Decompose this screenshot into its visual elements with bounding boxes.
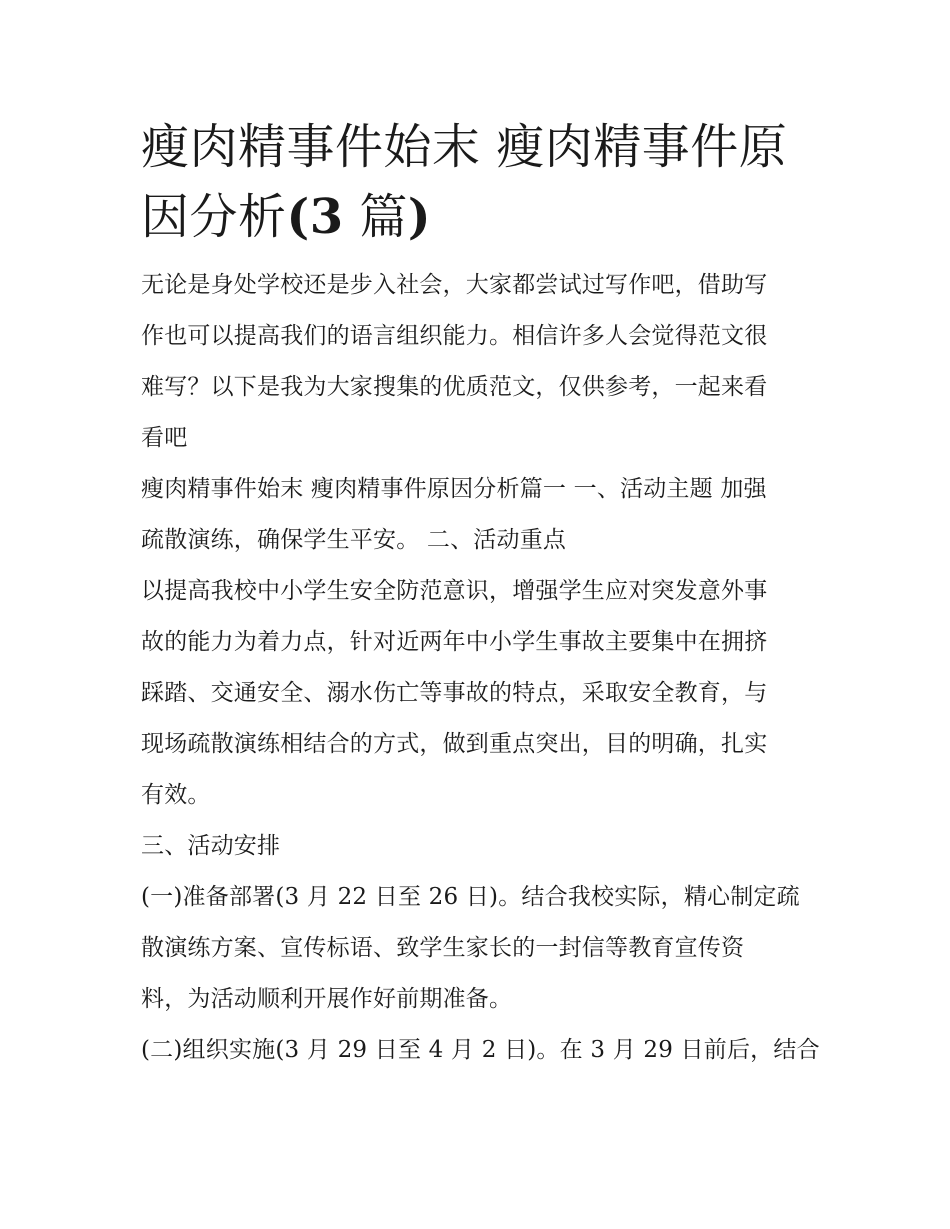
text-line: 作也可以提高我们的语言组织能力。相信许多人会觉得范文很 — [141, 323, 768, 349]
focus-paragraph — [141, 566, 816, 821]
text-line: 现场疏散演练相结合的方式，做到重点突出，目的明确，扎实 — [141, 731, 768, 757]
arrangement-heading — [141, 821, 816, 872]
implementation-paragraph — [141, 1025, 820, 1076]
text-line: 料，为活动顺利开展作好前期准备。 — [141, 986, 513, 1012]
text-line: 故的能力为着力点，针对近两年中小学生事故主要集中在拥挤 — [141, 629, 768, 655]
intro-paragraph — [141, 260, 816, 464]
text-line: 散演练方案、宣传标语、致学生家长的一封信等教育宣传资 — [141, 935, 745, 961]
title-count-close: ) — [407, 189, 432, 245]
text-line: 瘦肉精事件始末 瘦肉精事件原因分析篇一 一、活动主题 加强 — [141, 476, 767, 502]
text-line: 看吧 — [141, 425, 188, 451]
text-line: 无论是身处学校还是步入社会，大家都尝试过写作吧，借助写 — [141, 272, 768, 298]
document-title — [141, 112, 816, 252]
text-line: (二)组织实施(3 月 29 日至 4 月 2 日)。在 3 月 29 日前后，结合 — [141, 1037, 820, 1063]
preparation-paragraph — [141, 872, 816, 1025]
text-line: 三、活动安排 — [141, 833, 281, 859]
title-line-2-text: 因分析 — [141, 189, 287, 245]
text-line: (一)准备部署(3 月 22 日至 26 日)。结合我校实际，精心制定疏 — [141, 884, 800, 910]
title-count-open: (3 — [286, 189, 344, 245]
text-line: 有效。 — [141, 782, 211, 808]
title-count-unit: 篇 — [343, 189, 408, 245]
document-page — [141, 112, 820, 1076]
text-line: 以提高我校中小学生安全防范意识，增强学生应对突发意外事 — [141, 578, 768, 604]
title-line-1: 瘦肉精事件始末 瘦肉精事件原 — [141, 119, 788, 175]
text-line: 踩踏、交通安全、溺水伤亡等事故的特点，采取安全教育，与 — [141, 680, 768, 706]
text-line: 疏散演练，确保学生平安。 二、活动重点 — [141, 527, 567, 553]
section-one-paragraph — [141, 464, 816, 566]
title-line-2 — [141, 182, 816, 252]
text-line: 难写？以下是我为大家搜集的优质范文，仅供参考，一起来看 — [141, 374, 768, 400]
